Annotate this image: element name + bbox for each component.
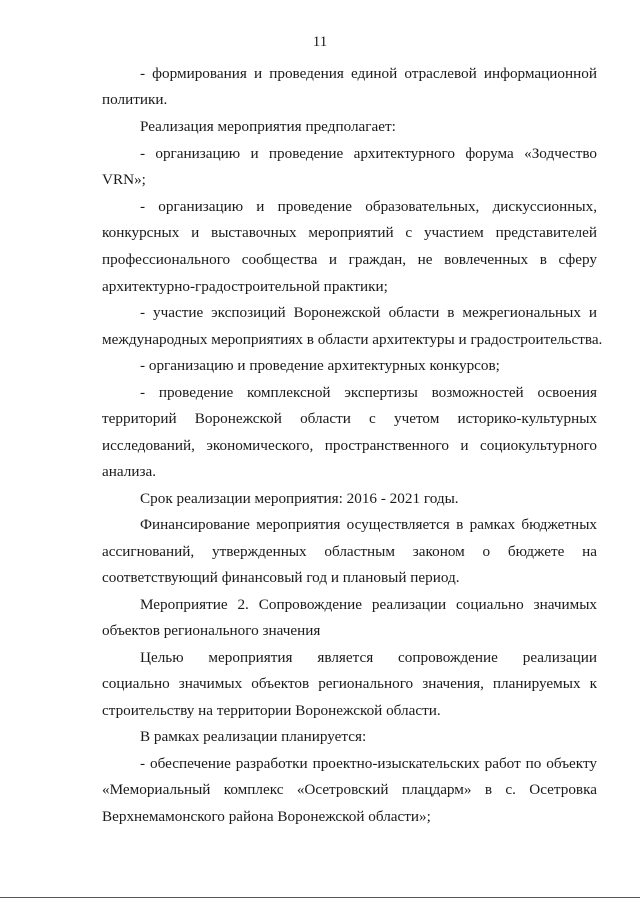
text-line: соответствующий финансовый год и плановый период. (102, 569, 460, 586)
text-line: - организацию и проведение архитектурных конкурсов; (140, 357, 500, 374)
page-bottom-rule (0, 897, 640, 898)
text-line: Мероприятие 2. Сопровождение реализации социально значимых (140, 596, 597, 613)
text-line: объектов регионального значения (102, 622, 321, 639)
text-line: архитектурно-градостроительной практики; (102, 278, 388, 295)
text-line: Реализация мероприятия предполагает: (140, 118, 396, 135)
text-line: политики. (102, 91, 168, 108)
text-line: Финансирование мероприятия осуществляется в рамках бюджетных (140, 516, 597, 533)
page-number: 11 (312, 34, 328, 50)
text-line: - участие экспозиций Воронежской области в межрегиональных и (140, 304, 597, 321)
text-line: социально значимых объектов регионального значения, планируемых к (102, 675, 597, 692)
text-line: территорий Воронежской области с учетом историко-культурных (102, 410, 597, 427)
text-line: международных мероприятиях в области архитектуры и градостроительства. (102, 331, 603, 348)
text-line: конкурсных и выставочных мероприятий с участием представителей (102, 224, 597, 241)
text-line: ассигнований, утвержденных областным законом о бюджете на (102, 543, 597, 560)
text-line: - обеспечение разработки проектно-изыскательских работ по объекту (140, 755, 597, 772)
text-line: строительству на территории Воронежской области. (102, 702, 441, 719)
text-line: - проведение комплексной экспертизы возможностей освоения (140, 384, 597, 401)
text-line: исследований, экономического, пространственного и социокультурного (102, 437, 597, 454)
text-line: Целью мероприятия является сопровождение реализации (140, 649, 597, 666)
text-line: - организацию и проведение образовательных, дискуссионных, (140, 198, 597, 215)
text-line: Срок реализации мероприятия: 2016 - 2021 годы. (140, 490, 459, 507)
text-line: VRN»; (102, 171, 146, 188)
text-line: Верхнемамонского района Воронежской области»; (102, 808, 431, 825)
text-line: - организацию и проведение архитектурного форума «Зодчество (140, 145, 597, 162)
text-line: профессионального сообщества и граждан, не вовлеченных в сферу (102, 251, 597, 268)
text-line: «Мемориальный комплекс «Осетровский плацдарм» в с. Осетровка (102, 781, 597, 798)
text-line: - формирования и проведения единой отраслевой информационной (140, 65, 597, 82)
text-line: анализа. (102, 463, 156, 480)
text-line: В рамках реализации планируется: (140, 728, 367, 745)
